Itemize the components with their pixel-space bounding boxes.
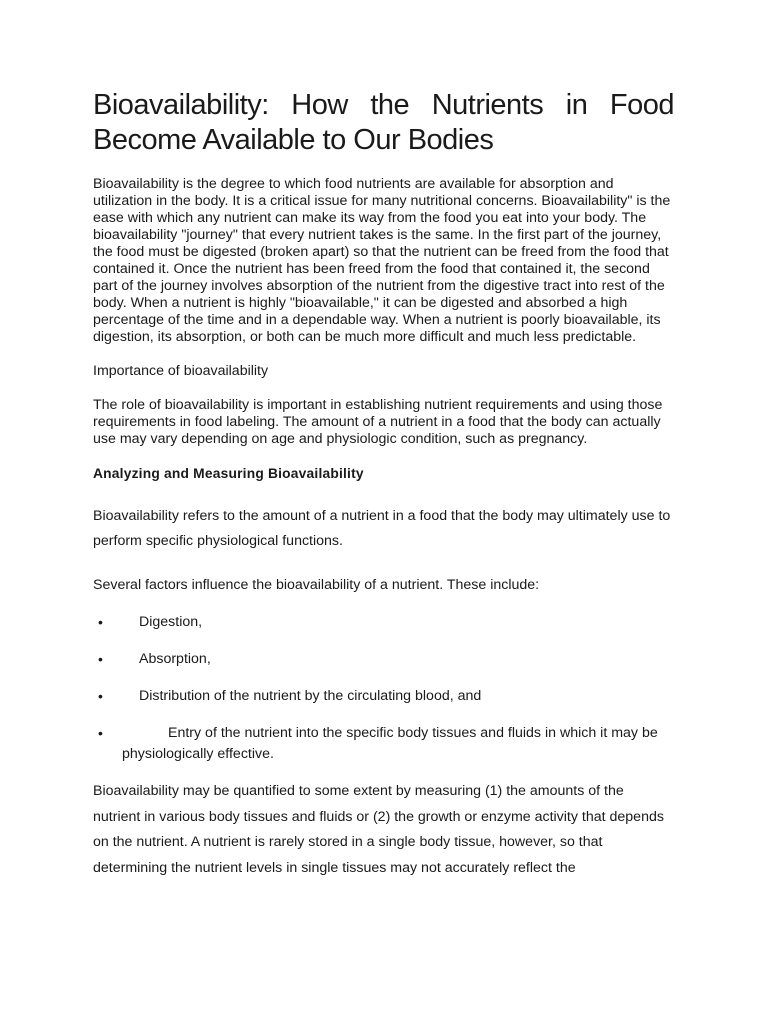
bullet-icon: • — [98, 725, 103, 741]
list-item-text: Digestion, — [139, 614, 203, 630]
list-item-text: Entry of the nutrient into the specific body tissues and fluids in which it may be physiologically effective. — [122, 725, 658, 762]
bullet-icon: • — [98, 688, 103, 704]
list-item-text: Distribution of the nutrient by the circulating blood, and — [139, 688, 482, 704]
quantified-paragraph: Bioavailability may be quantified to some extent by measuring (1) the amounts of the nutrient in various body tissues and fluids or (2) the growth or enzyme activity that depends on the nutrient. A nutrient is rarely stored in a single body tissue, however, so that determining the nutrient levels in single tissues may not accurately reflect the — [93, 783, 664, 876]
list-item-text: Absorption, — [139, 651, 211, 667]
importance-heading: Importance of bioavailability — [93, 363, 269, 379]
factors-intro: Several factors influence the bioavailability of a nutrient. These include: — [93, 577, 540, 593]
importance-paragraph: The role of bioavailability is important in establishing nutrient requirements and using those requirements in food labeling. The amount of a nutrient in a food that the body can actually use may vary depending on age and physiologic condition, such as pregnancy. — [93, 397, 663, 447]
factors-list — [93, 612, 674, 765]
definition-paragraph: Bioavailability refers to the amount of a nutrient in a food that the body may ultimately use to perform specific physiological functions. — [93, 508, 671, 549]
list-item — [93, 686, 674, 707]
intro-paragraph: Bioavailability is the degree to which food nutrients are available for absorption and utilization in the body. It is a critical issue for many nutritional concerns. Bioavailability" is the ease with which any nutrient can make its way from the food you eat into your body. The bioavailability "journey" that every nutrient takes is the same. In the first part of the journey, the food must be digested (broken apart) so that the nutrient can be freed from the food that contained it. Once the nutrient has been freed from the food that contained it, the second part of the journey involves absorption of the nutrient from the digestive tract into rest of the body. When a nutrient is highly "bioavailable," it can be digested and absorbed a high percentage of the time and in a dependable way. When a nutrient is poorly bioavailable, its digestion, its absorption, or both can be much more difficult and much less predictable. — [93, 176, 671, 345]
analyzing-heading: Analyzing and Measuring Bioavailability — [93, 466, 364, 481]
bullet-icon: • — [98, 651, 103, 667]
list-item — [93, 612, 674, 633]
list-item — [98, 723, 674, 765]
bullet-icon: • — [98, 614, 103, 630]
list-item — [93, 649, 674, 670]
document-title: Bioavailability: How the Nutrients in Food Become Available to Our Bodies — [93, 89, 674, 156]
